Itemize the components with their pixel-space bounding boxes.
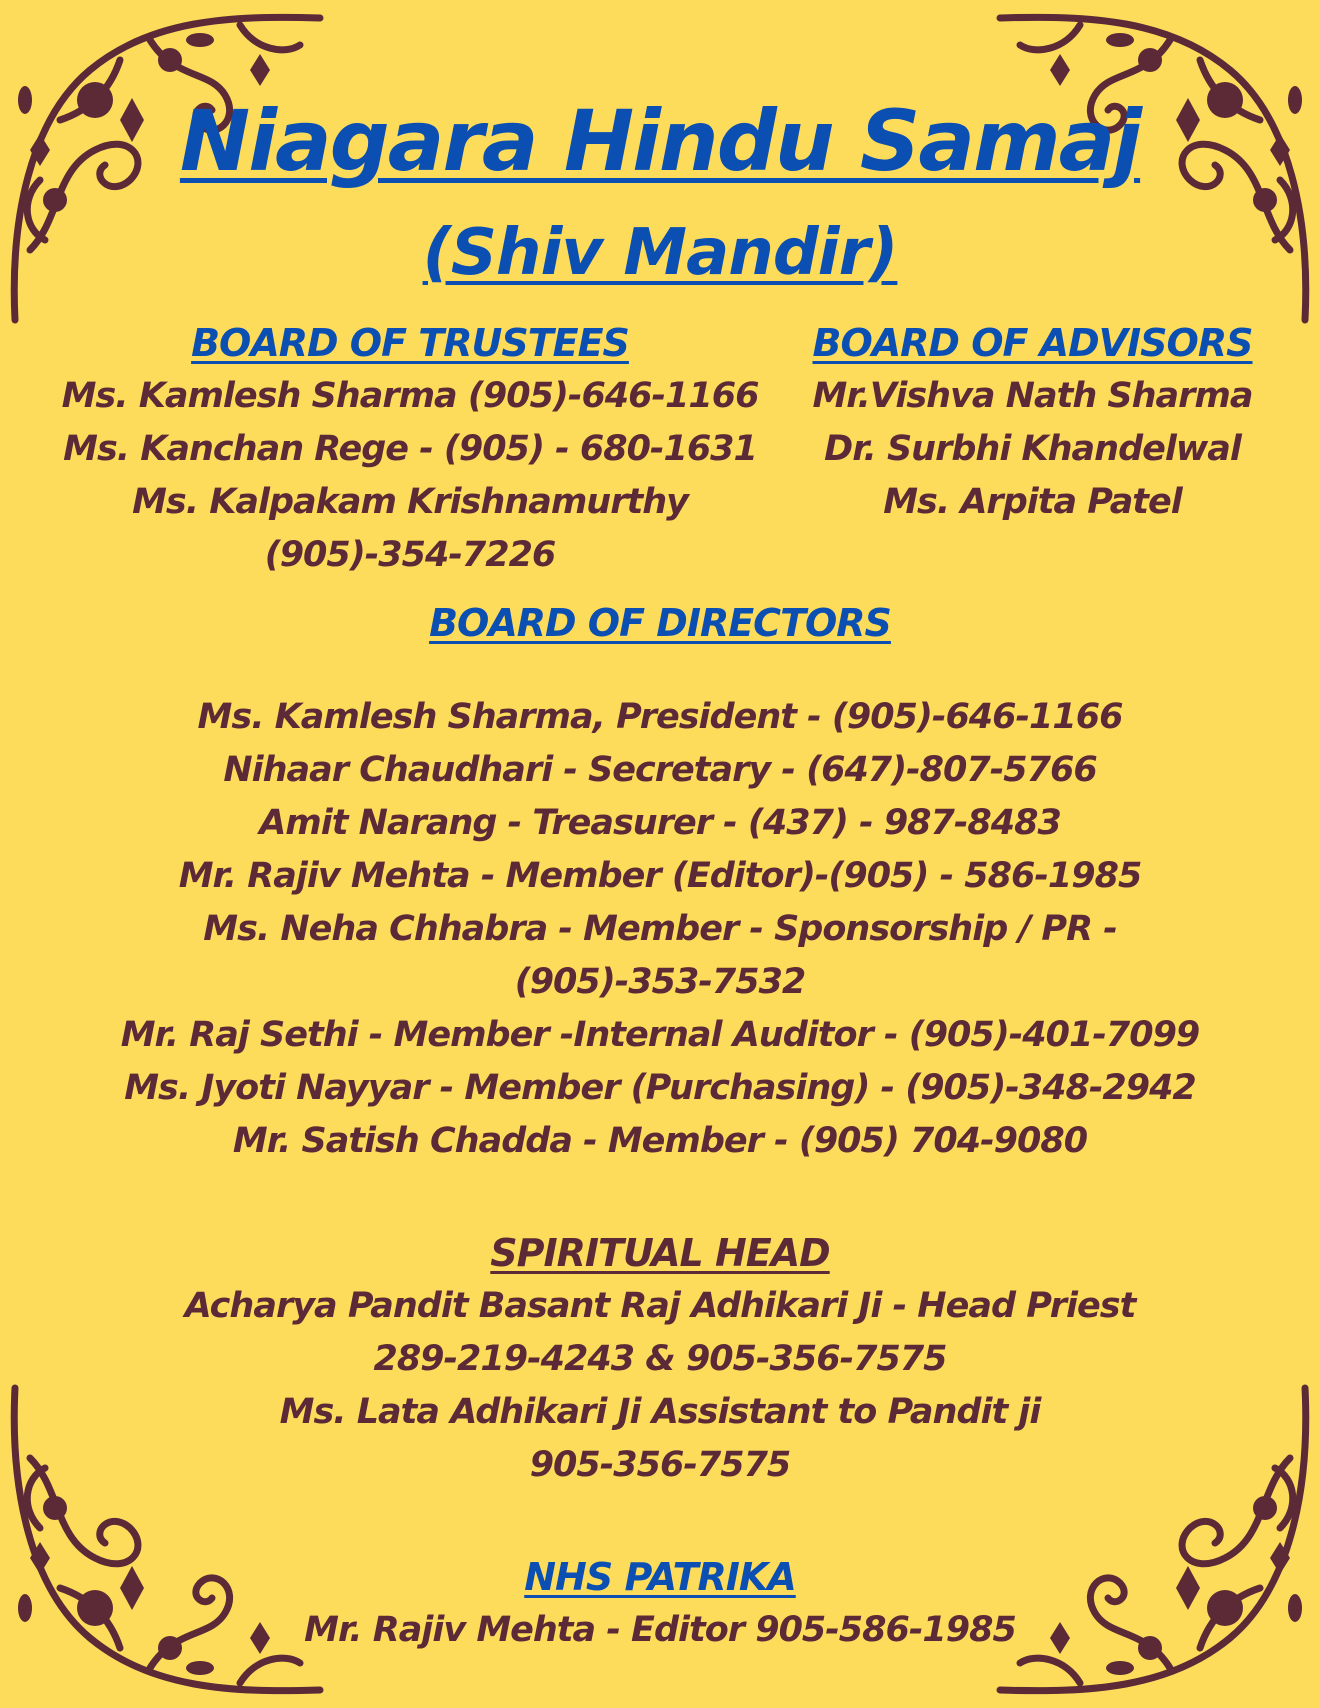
- patrika-line: Mr. Rajiv Mehta - Editor 905-586-1985: [304, 1610, 1016, 1650]
- spiritual-line: 905-356-7575: [529, 1445, 791, 1485]
- advisor-line: Ms. Arpita Patel: [883, 482, 1182, 522]
- trustees-heading: BOARD OF TRUSTEES: [191, 321, 629, 365]
- spiritual-heading: SPIRITUAL HEAD: [490, 1231, 830, 1275]
- advisor-line: Dr. Surbhi Khandelwal: [824, 429, 1241, 469]
- director-line: Mr. Satish Chadda - Member - (905) 704-9080: [232, 1121, 1088, 1161]
- board-of-trustees: [40, 316, 780, 582]
- trustee-line: (905)-354-7226: [264, 535, 556, 575]
- board-of-directors-heading-block: [0, 596, 1320, 650]
- director-line: Mr. Rajiv Mehta - Member (Editor)-(905) - 586-1985: [178, 856, 1142, 896]
- trustee-line: Ms. Kamlesh Sharma (905)-646-1166: [61, 376, 759, 416]
- board-of-directors: [0, 691, 1320, 1168]
- advisors-heading: BOARD OF ADVISORS: [812, 321, 1253, 365]
- director-line: (905)-353-7532: [514, 962, 806, 1002]
- director-line: Amit Narang - Treasurer - (437) - 987-8483: [259, 803, 1061, 843]
- directors-heading: BOARD OF DIRECTORS: [429, 601, 891, 645]
- page-title: Niagara Hindu Samaj: [179, 92, 1141, 190]
- director-line: Nihaar Chaudhari - Secretary - (647)-807-5766: [223, 750, 1097, 790]
- director-line: Ms. Kamlesh Sharma, President - (905)-646-1166: [197, 697, 1123, 737]
- nhs-patrika: [0, 1550, 1320, 1657]
- advisor-line: Mr.Vishva Nath Sharma: [812, 376, 1253, 416]
- spiritual-head: [0, 1226, 1320, 1492]
- board-of-advisors: [780, 316, 1285, 529]
- spiritual-line: Acharya Pandit Basant Raj Adhikari Ji - Head Priest: [184, 1286, 1136, 1326]
- spiritual-line: 289-219-4243 & 905-356-7575: [373, 1339, 947, 1379]
- trustee-line: Ms. Kanchan Rege - (905) - 680-1631: [63, 429, 757, 469]
- spiritual-line: Ms. Lata Adhikari Ji Assistant to Pandit ji: [279, 1392, 1041, 1432]
- director-line: Ms. Neha Chhabra - Member - Sponsorship / PR -: [203, 909, 1117, 949]
- trustee-line: Ms. Kalpakam Krishnamurthy: [132, 482, 688, 522]
- director-line: Ms. Jyoti Nayyar - Member (Purchasing) - (905)-348-2942: [124, 1068, 1196, 1108]
- director-line: Mr. Raj Sethi - Member -Internal Auditor - (905)-401-7099: [120, 1015, 1200, 1055]
- patrika-heading: NHS PATRIKA: [524, 1555, 796, 1599]
- page-subtitle: (Shiv Mandir): [422, 216, 898, 290]
